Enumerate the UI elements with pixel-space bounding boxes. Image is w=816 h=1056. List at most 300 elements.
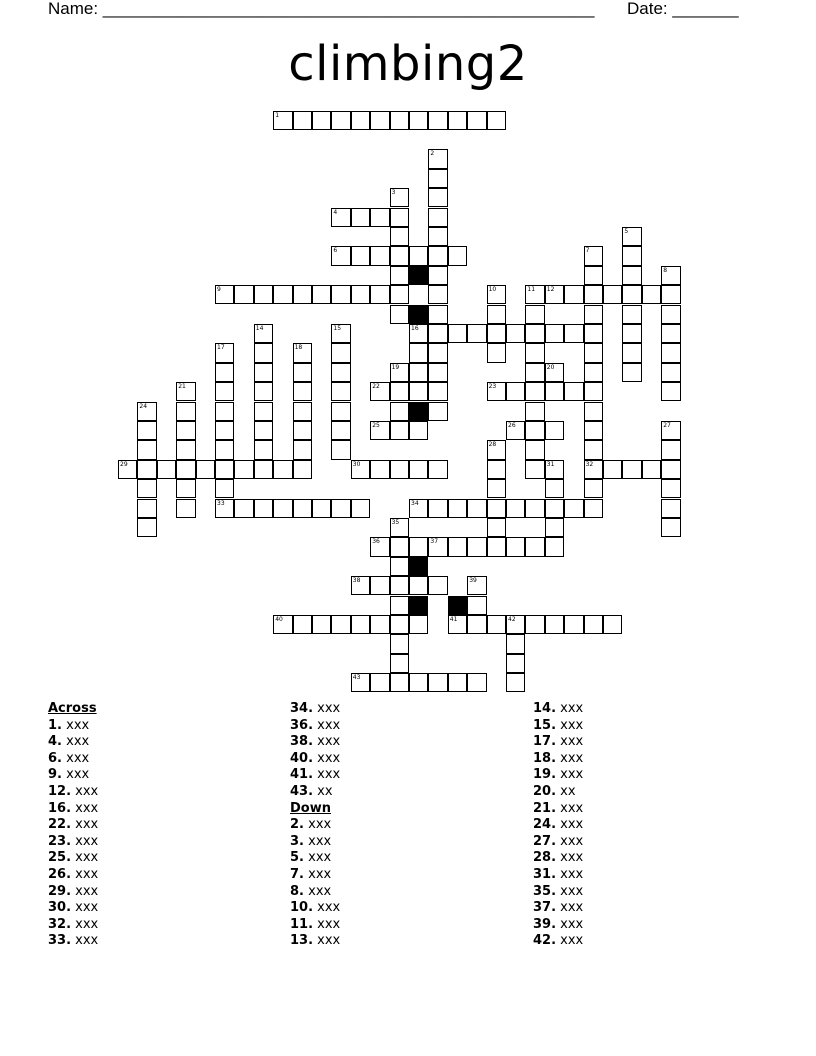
grid-cell[interactable] bbox=[273, 615, 292, 634]
grid-cell[interactable] bbox=[584, 266, 603, 285]
grid-cell[interactable] bbox=[390, 402, 409, 421]
grid-cell[interactable] bbox=[409, 363, 428, 382]
grid-cell[interactable] bbox=[409, 460, 428, 479]
grid-cell[interactable] bbox=[661, 440, 680, 459]
grid-cell[interactable] bbox=[487, 111, 506, 130]
grid-cell[interactable] bbox=[390, 518, 409, 537]
grid-cell[interactable] bbox=[331, 382, 350, 401]
grid-cell[interactable] bbox=[370, 285, 389, 304]
grid-cell[interactable] bbox=[428, 324, 447, 343]
grid-cell[interactable] bbox=[293, 499, 312, 518]
black-square bbox=[409, 266, 428, 285]
grid-cell[interactable] bbox=[234, 499, 253, 518]
grid-cell[interactable] bbox=[622, 460, 641, 479]
grid-cell[interactable] bbox=[137, 402, 156, 421]
grid-cell[interactable] bbox=[661, 518, 680, 537]
grid-cell[interactable] bbox=[254, 382, 273, 401]
grid-cell[interactable] bbox=[584, 324, 603, 343]
clue-number: 22. bbox=[48, 817, 72, 833]
grid-cell[interactable] bbox=[370, 460, 389, 479]
grid-cell[interactable] bbox=[293, 615, 312, 634]
grid-cell[interactable] bbox=[331, 421, 350, 440]
grid-cell[interactable] bbox=[525, 460, 544, 479]
grid-cell[interactable] bbox=[273, 460, 292, 479]
grid-cell[interactable] bbox=[661, 382, 680, 401]
grid-cell[interactable] bbox=[545, 324, 564, 343]
grid-cell[interactable] bbox=[370, 111, 389, 130]
grid-cell[interactable] bbox=[467, 576, 486, 595]
grid-cell[interactable] bbox=[622, 305, 641, 324]
grid-cell[interactable] bbox=[293, 440, 312, 459]
clue-text: xxx bbox=[66, 734, 90, 750]
grid-cell[interactable] bbox=[506, 421, 525, 440]
grid-cell[interactable] bbox=[390, 537, 409, 556]
grid-cell[interactable] bbox=[545, 518, 564, 537]
grid-cell[interactable] bbox=[254, 421, 273, 440]
grid-cell[interactable] bbox=[176, 499, 195, 518]
grid-cell[interactable] bbox=[390, 557, 409, 576]
grid-cell[interactable] bbox=[215, 402, 234, 421]
grid-cell[interactable] bbox=[545, 363, 564, 382]
grid-cell[interactable] bbox=[661, 499, 680, 518]
grid-cell[interactable] bbox=[661, 266, 680, 285]
grid-cell[interactable] bbox=[293, 363, 312, 382]
grid-cell[interactable] bbox=[448, 111, 467, 130]
grid-cell[interactable] bbox=[331, 111, 350, 130]
grid-cell[interactable] bbox=[390, 460, 409, 479]
grid-cell[interactable] bbox=[351, 576, 370, 595]
grid-cell[interactable] bbox=[254, 402, 273, 421]
grid-cell[interactable] bbox=[409, 382, 428, 401]
grid-cell[interactable] bbox=[409, 343, 428, 362]
grid-cell[interactable] bbox=[622, 246, 641, 265]
clue-item bbox=[533, 884, 583, 901]
clue-text: xxx bbox=[308, 866, 332, 882]
grid-cell[interactable] bbox=[254, 363, 273, 382]
grid-cell[interactable] bbox=[467, 499, 486, 518]
grid-cell[interactable] bbox=[428, 111, 447, 130]
grid-cell[interactable] bbox=[622, 324, 641, 343]
grid-cell[interactable] bbox=[254, 343, 273, 362]
grid-cell[interactable] bbox=[487, 460, 506, 479]
grid-cell[interactable] bbox=[390, 382, 409, 401]
grid-cell[interactable] bbox=[584, 421, 603, 440]
grid-cell[interactable] bbox=[428, 227, 447, 246]
grid-cell[interactable] bbox=[525, 363, 544, 382]
grid-cell[interactable] bbox=[428, 363, 447, 382]
grid-cell[interactable] bbox=[661, 324, 680, 343]
grid-cell[interactable] bbox=[273, 285, 292, 304]
clue-number: 33. bbox=[48, 933, 72, 949]
grid-cell[interactable] bbox=[661, 305, 680, 324]
black-square bbox=[448, 596, 467, 615]
grid-cell[interactable] bbox=[390, 634, 409, 653]
clue-item bbox=[533, 784, 583, 801]
grid-cell[interactable] bbox=[467, 537, 486, 556]
grid-cell[interactable] bbox=[545, 537, 564, 556]
grid-cell[interactable] bbox=[564, 615, 583, 634]
grid-cell[interactable] bbox=[487, 324, 506, 343]
clue-text: xxx bbox=[75, 783, 99, 799]
grid-cell[interactable] bbox=[428, 576, 447, 595]
grid-cell[interactable] bbox=[409, 499, 428, 518]
grid-cell[interactable] bbox=[351, 499, 370, 518]
grid-cell[interactable] bbox=[215, 285, 234, 304]
grid-cell[interactable] bbox=[390, 673, 409, 692]
grid-cell[interactable] bbox=[584, 285, 603, 304]
grid-cell[interactable] bbox=[525, 615, 544, 634]
grid-cell[interactable] bbox=[351, 246, 370, 265]
grid-cell[interactable] bbox=[293, 285, 312, 304]
grid-cell[interactable] bbox=[564, 382, 583, 401]
grid-cell[interactable] bbox=[293, 111, 312, 130]
grid-cell[interactable] bbox=[545, 615, 564, 634]
black-square bbox=[409, 402, 428, 421]
grid-cell[interactable] bbox=[409, 111, 428, 130]
grid-cell[interactable] bbox=[661, 421, 680, 440]
grid-cell[interactable] bbox=[487, 518, 506, 537]
grid-cell[interactable] bbox=[370, 421, 389, 440]
grid-cell[interactable] bbox=[331, 363, 350, 382]
grid-cell[interactable] bbox=[273, 499, 292, 518]
clue-item bbox=[290, 850, 340, 867]
grid-cell[interactable] bbox=[293, 421, 312, 440]
grid-cell[interactable] bbox=[390, 227, 409, 246]
clue-item bbox=[290, 817, 340, 834]
clue-text: xxx bbox=[75, 833, 99, 849]
grid-cell[interactable] bbox=[487, 305, 506, 324]
cell-number: 26 bbox=[508, 421, 516, 429]
grid-cell[interactable] bbox=[312, 111, 331, 130]
clue-item bbox=[290, 884, 340, 901]
grid-cell[interactable] bbox=[351, 208, 370, 227]
grid-cell[interactable] bbox=[448, 673, 467, 692]
grid-cell[interactable] bbox=[448, 537, 467, 556]
grid-cell[interactable] bbox=[137, 421, 156, 440]
grid-cell[interactable] bbox=[622, 285, 641, 304]
grid-cell[interactable] bbox=[273, 111, 292, 130]
clue-number: 2. bbox=[290, 817, 304, 833]
grid-cell[interactable] bbox=[331, 615, 350, 634]
grid-cell[interactable] bbox=[351, 673, 370, 692]
grid-cell[interactable] bbox=[137, 460, 156, 479]
grid-cell[interactable] bbox=[409, 246, 428, 265]
grid-cell[interactable] bbox=[428, 382, 447, 401]
clue-item bbox=[48, 867, 98, 884]
grid-cell[interactable] bbox=[409, 615, 428, 634]
clue-column-2 bbox=[290, 701, 340, 950]
cell-number: 16 bbox=[411, 324, 419, 332]
grid-cell[interactable] bbox=[564, 324, 583, 343]
grid-cell[interactable] bbox=[254, 460, 273, 479]
grid-cell[interactable] bbox=[545, 421, 564, 440]
grid-cell[interactable] bbox=[312, 499, 331, 518]
grid-cell[interactable] bbox=[603, 615, 622, 634]
grid-cell[interactable] bbox=[545, 499, 564, 518]
clue-item bbox=[533, 834, 583, 851]
clue-item bbox=[48, 801, 98, 818]
grid-cell[interactable] bbox=[215, 382, 234, 401]
grid-cell[interactable] bbox=[176, 421, 195, 440]
grid-cell[interactable] bbox=[293, 343, 312, 362]
grid-cell[interactable] bbox=[525, 324, 544, 343]
clue-number: 17. bbox=[533, 734, 557, 750]
grid-cell[interactable] bbox=[545, 382, 564, 401]
grid-cell[interactable] bbox=[254, 440, 273, 459]
grid-cell[interactable] bbox=[487, 537, 506, 556]
grid-cell[interactable] bbox=[137, 479, 156, 498]
grid-cell[interactable] bbox=[215, 363, 234, 382]
grid-cell[interactable] bbox=[487, 499, 506, 518]
grid-cell[interactable] bbox=[293, 460, 312, 479]
grid-cell[interactable] bbox=[661, 343, 680, 362]
clue-number: 10. bbox=[290, 900, 314, 916]
grid-cell[interactable] bbox=[428, 188, 447, 207]
grid-cell[interactable] bbox=[390, 615, 409, 634]
grid-cell[interactable] bbox=[312, 615, 331, 634]
name-field[interactable]: Name: ____________________________________________________ bbox=[48, 0, 595, 18]
grid-cell[interactable] bbox=[409, 324, 428, 343]
grid-cell[interactable] bbox=[254, 324, 273, 343]
clue-number: 31. bbox=[533, 866, 557, 882]
grid-cell[interactable] bbox=[506, 499, 525, 518]
clue-text: xxx bbox=[560, 817, 584, 833]
date-field[interactable]: Date: _______ bbox=[627, 0, 739, 18]
grid-cell[interactable] bbox=[487, 285, 506, 304]
grid-cell[interactable] bbox=[487, 382, 506, 401]
grid-cell[interactable] bbox=[525, 421, 544, 440]
grid-cell[interactable] bbox=[642, 460, 661, 479]
grid-cell[interactable] bbox=[331, 402, 350, 421]
clue-text: xxx bbox=[560, 717, 584, 733]
grid-cell[interactable] bbox=[428, 169, 447, 188]
grid-cell[interactable] bbox=[525, 382, 544, 401]
clue-item bbox=[533, 917, 583, 934]
grid-cell[interactable] bbox=[331, 208, 350, 227]
grid-cell[interactable] bbox=[584, 305, 603, 324]
grid-cell[interactable] bbox=[506, 382, 525, 401]
grid-cell[interactable] bbox=[622, 343, 641, 362]
grid-cell[interactable] bbox=[428, 208, 447, 227]
grid-cell[interactable] bbox=[428, 537, 447, 556]
cell-number: 36 bbox=[372, 538, 380, 546]
grid-cell[interactable] bbox=[176, 382, 195, 401]
grid-cell[interactable] bbox=[390, 285, 409, 304]
grid-cell[interactable] bbox=[390, 363, 409, 382]
grid-cell[interactable] bbox=[176, 402, 195, 421]
grid-cell[interactable] bbox=[467, 673, 486, 692]
clue-text: xxx bbox=[308, 817, 332, 833]
grid-cell[interactable] bbox=[487, 343, 506, 362]
grid-cell[interactable] bbox=[661, 363, 680, 382]
grid-cell[interactable] bbox=[215, 421, 234, 440]
grid-cell[interactable] bbox=[351, 285, 370, 304]
grid-cell[interactable] bbox=[351, 615, 370, 634]
grid-cell[interactable] bbox=[622, 363, 641, 382]
grid-cell[interactable] bbox=[176, 440, 195, 459]
cell-number: 30 bbox=[352, 460, 361, 468]
grid-cell[interactable] bbox=[642, 285, 661, 304]
grid-cell[interactable] bbox=[331, 246, 350, 265]
grid-cell[interactable] bbox=[351, 460, 370, 479]
grid-cell[interactable] bbox=[428, 246, 447, 265]
grid-cell[interactable] bbox=[137, 440, 156, 459]
grid-cell[interactable] bbox=[293, 402, 312, 421]
grid-cell[interactable] bbox=[196, 460, 215, 479]
grid-cell[interactable] bbox=[525, 402, 544, 421]
grid-cell[interactable] bbox=[390, 421, 409, 440]
grid-cell[interactable] bbox=[331, 324, 350, 343]
black-square bbox=[409, 305, 428, 324]
grid-cell[interactable] bbox=[409, 673, 428, 692]
grid-cell[interactable] bbox=[506, 634, 525, 653]
grid-cell[interactable] bbox=[506, 654, 525, 673]
grid-cell[interactable] bbox=[564, 285, 583, 304]
grid-cell[interactable] bbox=[215, 479, 234, 498]
grid-cell[interactable] bbox=[448, 615, 467, 634]
grid-cell[interactable] bbox=[584, 363, 603, 382]
grid-cell[interactable] bbox=[176, 460, 195, 479]
grid-cell[interactable] bbox=[448, 499, 467, 518]
grid-cell[interactable] bbox=[545, 285, 564, 304]
grid-cell[interactable] bbox=[118, 460, 137, 479]
grid-cell[interactable] bbox=[312, 285, 331, 304]
grid-cell[interactable] bbox=[254, 285, 273, 304]
grid-cell[interactable] bbox=[506, 324, 525, 343]
grid-cell[interactable] bbox=[137, 499, 156, 518]
grid-cell[interactable] bbox=[215, 460, 234, 479]
grid-cell[interactable] bbox=[370, 673, 389, 692]
grid-cell[interactable] bbox=[428, 402, 447, 421]
grid-cell[interactable] bbox=[506, 615, 525, 634]
grid-cell[interactable] bbox=[137, 518, 156, 537]
grid-cell[interactable] bbox=[390, 576, 409, 595]
grid-cell[interactable] bbox=[254, 499, 273, 518]
grid-cell[interactable] bbox=[351, 111, 370, 130]
grid-cell[interactable] bbox=[428, 305, 447, 324]
grid-cell[interactable] bbox=[506, 673, 525, 692]
grid-cell[interactable] bbox=[584, 440, 603, 459]
grid-cell[interactable] bbox=[584, 460, 603, 479]
grid-cell[interactable] bbox=[390, 266, 409, 285]
grid-cell[interactable] bbox=[390, 246, 409, 265]
grid-cell[interactable] bbox=[370, 537, 389, 556]
cell-number: 5 bbox=[624, 227, 629, 235]
grid-cell[interactable] bbox=[215, 499, 234, 518]
grid-cell[interactable] bbox=[409, 421, 428, 440]
grid-cell[interactable] bbox=[603, 285, 622, 304]
grid-cell[interactable] bbox=[370, 576, 389, 595]
grid-cell[interactable] bbox=[467, 111, 486, 130]
clue-number: 16. bbox=[48, 800, 72, 816]
clue-item bbox=[290, 734, 340, 751]
grid-cell[interactable] bbox=[370, 246, 389, 265]
grid-cell[interactable] bbox=[176, 479, 195, 498]
grid-cell[interactable] bbox=[584, 343, 603, 362]
grid-cell[interactable] bbox=[545, 460, 564, 479]
grid-cell[interactable] bbox=[467, 324, 486, 343]
grid-cell[interactable] bbox=[370, 615, 389, 634]
grid-cell[interactable] bbox=[603, 460, 622, 479]
grid-cell[interactable] bbox=[584, 382, 603, 401]
grid-cell[interactable] bbox=[545, 479, 564, 498]
grid-cell[interactable] bbox=[215, 440, 234, 459]
grid-cell[interactable] bbox=[370, 208, 389, 227]
grid-cell[interactable] bbox=[661, 285, 680, 304]
grid-cell[interactable] bbox=[487, 615, 506, 634]
grid-cell[interactable] bbox=[564, 499, 583, 518]
grid-cell[interactable] bbox=[234, 460, 253, 479]
grid-cell[interactable] bbox=[428, 460, 447, 479]
grid-cell[interactable] bbox=[428, 673, 447, 692]
clue-number: 23. bbox=[48, 833, 72, 849]
clue-number: 41. bbox=[290, 767, 314, 783]
grid-cell[interactable] bbox=[293, 382, 312, 401]
grid-cell[interactable] bbox=[661, 479, 680, 498]
grid-cell[interactable] bbox=[525, 285, 544, 304]
grid-cell[interactable] bbox=[525, 305, 544, 324]
grid-cell[interactable] bbox=[584, 479, 603, 498]
grid-cell[interactable] bbox=[584, 499, 603, 518]
grid-cell[interactable] bbox=[428, 285, 447, 304]
black-square bbox=[409, 557, 428, 576]
grid-cell[interactable] bbox=[622, 227, 641, 246]
grid-cell[interactable] bbox=[331, 285, 350, 304]
grid-cell[interactable] bbox=[428, 266, 447, 285]
grid-cell[interactable] bbox=[428, 149, 447, 168]
grid-cell[interactable] bbox=[525, 440, 544, 459]
grid-cell[interactable] bbox=[622, 266, 641, 285]
grid-cell[interactable] bbox=[409, 537, 428, 556]
grid-cell[interactable] bbox=[584, 615, 603, 634]
grid-cell[interactable] bbox=[428, 499, 447, 518]
grid-cell[interactable] bbox=[584, 246, 603, 265]
grid-cell[interactable] bbox=[448, 324, 467, 343]
grid-cell[interactable] bbox=[661, 460, 680, 479]
clue-item bbox=[290, 718, 340, 735]
grid-cell[interactable] bbox=[487, 479, 506, 498]
grid-cell[interactable] bbox=[525, 499, 544, 518]
grid-cell[interactable] bbox=[390, 111, 409, 130]
grid-cell[interactable] bbox=[215, 343, 234, 362]
grid-cell[interactable] bbox=[390, 188, 409, 207]
grid-cell[interactable] bbox=[390, 654, 409, 673]
clue-text: xxx bbox=[75, 933, 99, 949]
grid-cell[interactable] bbox=[390, 596, 409, 615]
grid-cell[interactable] bbox=[525, 343, 544, 362]
clue-item bbox=[290, 784, 340, 801]
grid-cell[interactable] bbox=[448, 246, 467, 265]
grid-cell[interactable] bbox=[331, 440, 350, 459]
grid-cell[interactable] bbox=[370, 382, 389, 401]
grid-cell[interactable] bbox=[331, 343, 350, 362]
grid-cell[interactable] bbox=[467, 596, 486, 615]
grid-cell[interactable] bbox=[428, 343, 447, 362]
grid-cell[interactable] bbox=[584, 402, 603, 421]
grid-cell[interactable] bbox=[331, 499, 350, 518]
grid-cell[interactable] bbox=[506, 537, 525, 556]
grid-cell[interactable] bbox=[487, 440, 506, 459]
grid-cell[interactable] bbox=[525, 537, 544, 556]
grid-cell[interactable] bbox=[467, 615, 486, 634]
grid-cell[interactable] bbox=[157, 460, 176, 479]
grid-cell[interactable] bbox=[390, 305, 409, 324]
clue-text: xxx bbox=[560, 800, 584, 816]
grid-cell[interactable] bbox=[234, 285, 253, 304]
clue-item bbox=[533, 933, 583, 950]
grid-cell[interactable] bbox=[409, 576, 428, 595]
grid-cell[interactable] bbox=[390, 208, 409, 227]
